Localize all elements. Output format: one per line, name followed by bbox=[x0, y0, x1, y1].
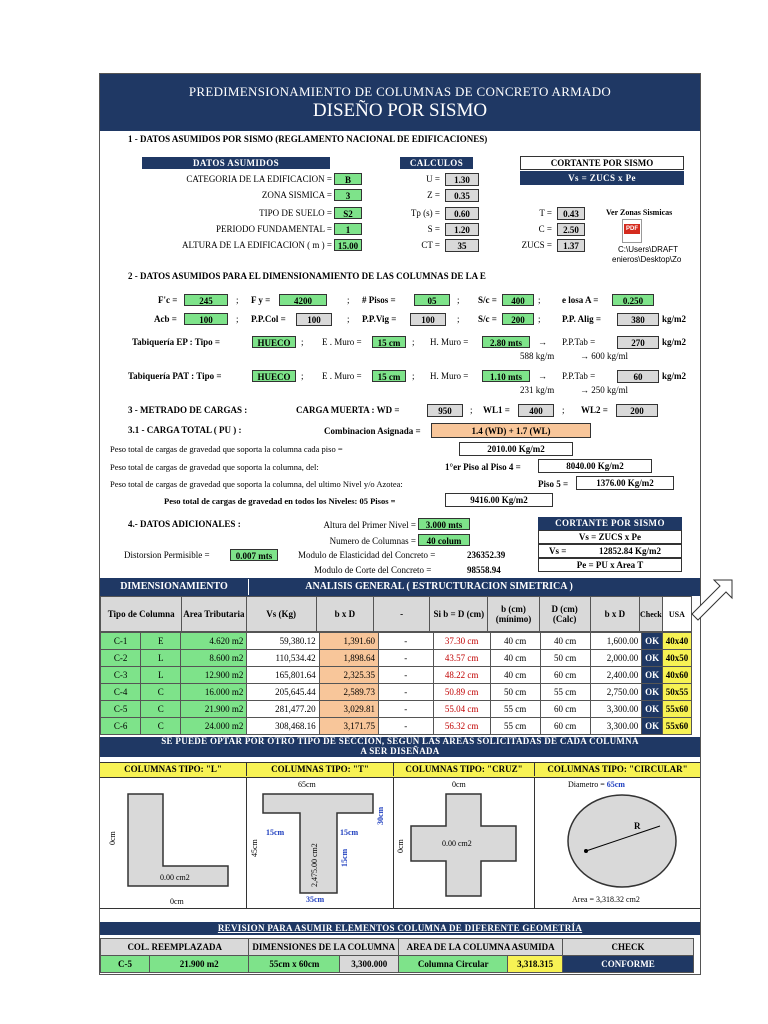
rev-result: CONFORME bbox=[563, 956, 694, 973]
divider bbox=[246, 777, 247, 908]
cell-bd: 3,029.81 bbox=[319, 701, 378, 718]
cell-a: 8.600 m2 bbox=[181, 650, 247, 667]
label-pptab: P.P.Tab = bbox=[562, 337, 596, 347]
label-fc: F'c = bbox=[158, 295, 178, 305]
peso-line2b: 1°er Piso al Piso 4 = bbox=[445, 462, 521, 472]
input-periodo[interactable]: 1 bbox=[334, 223, 362, 235]
title-col-cruz: COLUMNAS TIPO: "CRUZ" bbox=[394, 763, 535, 776]
t-dim-35: 35cm bbox=[306, 895, 325, 904]
th-dimensionamiento: DIMENSIONAMIENTO bbox=[100, 579, 249, 595]
l-dim-bottom: 0cm bbox=[170, 897, 184, 906]
cruz-area: 0.00 cm2 bbox=[442, 839, 472, 848]
cell-a: 12.900 m2 bbox=[181, 667, 247, 684]
revision-title: REVISION PARA ASUMIR ELEMENTOS COLUMNA DE DIFERENTE GEOMETRÍA bbox=[100, 922, 700, 935]
t-dim-left: 45cm bbox=[250, 839, 259, 857]
analysis-table bbox=[100, 596, 692, 632]
label-mod-corte: Modulo de Corte del Concreto = bbox=[314, 565, 432, 575]
cell-t: C bbox=[141, 684, 181, 701]
label-pptab2: P.P.Tab = bbox=[562, 371, 596, 381]
sep: ; bbox=[412, 371, 415, 381]
value-s: 1.20 bbox=[445, 223, 479, 236]
label-combinacion: Combinacion Asignada = bbox=[324, 426, 421, 436]
path-line1: C:\Users\DRAFT bbox=[618, 245, 678, 254]
input-elosa[interactable]: 0.250 bbox=[612, 294, 654, 306]
cell-u: 55x60 bbox=[663, 718, 692, 735]
value-tp: 0.60 bbox=[445, 207, 479, 220]
result-kgml: → 600 kg/ml bbox=[580, 351, 629, 361]
label-ppalig: P.P. Alig = bbox=[562, 314, 601, 324]
section3-title: 3 - METRADO DE CARGAS : bbox=[128, 405, 248, 415]
cell-dc: 60 cm bbox=[540, 718, 590, 735]
cortante2-vs-value: 12852.84 Kg/m2 bbox=[599, 546, 661, 556]
result-kgm: 588 kg/m bbox=[520, 351, 555, 361]
label-emuro: E . Muro = bbox=[322, 337, 362, 347]
cell-d: - bbox=[378, 701, 433, 718]
cell-bd2: 3,300.00 bbox=[590, 718, 642, 735]
sep: ; bbox=[347, 314, 350, 324]
cell-t: C bbox=[141, 718, 181, 735]
th-usar: USA bbox=[662, 597, 691, 632]
sep: ; bbox=[347, 295, 350, 305]
peso-line1: Peso total de cargas de gravedad que soporta la columna cada piso = bbox=[110, 444, 343, 454]
circ-diam-label bbox=[568, 780, 625, 789]
title-col-t: COLUMNAS TIPO: "T" bbox=[247, 763, 394, 776]
header-subtitle: DISEÑO POR SISMO bbox=[312, 100, 488, 121]
cortante-formula: Vs = ZUCS x Pe bbox=[520, 171, 684, 185]
cell-a: 21.900 m2 bbox=[181, 701, 247, 718]
table-row bbox=[101, 667, 692, 684]
label-c: C = bbox=[538, 224, 552, 234]
cell-bd: 2,589.73 bbox=[319, 684, 378, 701]
value-ppalig: 380 bbox=[617, 313, 659, 326]
cell-bd: 3,171.75 bbox=[319, 718, 378, 735]
input-emuro[interactable]: 15 cm bbox=[372, 336, 406, 348]
cell-sb: 56.32 cm bbox=[433, 718, 490, 735]
input-emuro2[interactable]: 15 cm bbox=[372, 370, 406, 382]
cell-c: C-4 bbox=[101, 684, 141, 701]
cell-c: C-3 bbox=[101, 667, 141, 684]
cell-vs: 59,380.12 bbox=[247, 633, 319, 650]
label-ppcol: P.P.Col = bbox=[251, 314, 286, 324]
label-periodo: PERIODO FUNDAMENTAL = bbox=[215, 224, 332, 234]
circ-area: Area = 3,318.32 cm2 bbox=[572, 895, 640, 904]
input-zona[interactable]: 3 bbox=[334, 189, 362, 201]
sep: ; bbox=[412, 337, 415, 347]
label-mod-elast: Modulo de Elasticidad del Concreto = bbox=[298, 550, 436, 560]
table-row bbox=[101, 684, 692, 701]
cell-b: 55 cm bbox=[490, 701, 540, 718]
analysis-body bbox=[100, 632, 692, 735]
value-t: 0.43 bbox=[557, 207, 585, 220]
cell-sb: 48.22 cm bbox=[433, 667, 490, 684]
unit-kgm2: kg/m2 bbox=[662, 337, 687, 347]
label-hmuro: H. Muro = bbox=[430, 337, 469, 347]
circle-shape-drawing bbox=[564, 791, 680, 891]
cell-b: 40 cm bbox=[490, 667, 540, 684]
bar-calculos: CALCULOS bbox=[400, 157, 473, 169]
value-pptab: 270 bbox=[617, 336, 659, 349]
pdf-icon[interactable] bbox=[622, 219, 642, 243]
cell-a: 24.000 m2 bbox=[181, 718, 247, 735]
value-zucs: 1.37 bbox=[557, 239, 585, 252]
cell-d: - bbox=[378, 650, 433, 667]
value-mod-corte: 98558.94 bbox=[467, 565, 501, 575]
input-fy[interactable]: 4200 bbox=[279, 294, 327, 306]
rev-h-check: CHECK bbox=[563, 939, 694, 956]
table-row bbox=[101, 633, 692, 650]
rev-h-col: COL. REEMPLAZADA bbox=[101, 939, 249, 956]
label-wl1: WL1 = bbox=[483, 405, 510, 415]
label-acb: Acb = bbox=[154, 314, 177, 324]
divider bbox=[534, 777, 535, 908]
cell-b: 55 cm bbox=[490, 718, 540, 735]
t-dim-30: 30cm bbox=[376, 806, 385, 825]
input-hmuro2[interactable]: 1.10 mts bbox=[482, 370, 530, 382]
cortante2-formula: Vs = ZUCS x Pe bbox=[538, 530, 682, 544]
t-dim-15b: 15cm bbox=[340, 828, 359, 837]
cruz-dim-top: 0cm bbox=[452, 780, 466, 789]
section2-title: 2 - DATOS ASUMIDOS PARA EL DIMENSIONAMIENTO DE LAS COLUMNAS DE LA E bbox=[128, 271, 486, 281]
peso-line2: Peso total de cargas de gravedad que soporta la columna, del: bbox=[110, 462, 319, 472]
cell-u: 55x60 bbox=[663, 701, 692, 718]
cell-sb: 55.04 cm bbox=[433, 701, 490, 718]
circ-diam-value: 65cm bbox=[606, 780, 625, 789]
cell-c: C-1 bbox=[101, 633, 141, 650]
peso-value1: 2010.00 Kg/m2 bbox=[459, 442, 573, 456]
sep: ; bbox=[538, 314, 541, 324]
label-zucs: ZUCS = bbox=[521, 240, 552, 250]
cell-a: 4.620 m2 bbox=[181, 633, 247, 650]
cell-b: 50 cm bbox=[490, 684, 540, 701]
sep: ; bbox=[236, 314, 239, 324]
cell-bd2: 1,600.00 bbox=[590, 633, 642, 650]
peso-value2: 8040.00 Kg/m2 bbox=[538, 459, 652, 473]
cell-u: 40x60 bbox=[663, 667, 692, 684]
label-carga-muerta: CARGA MUERTA : WD = bbox=[296, 405, 400, 415]
label-zona: ZONA SISMICA = bbox=[261, 190, 332, 200]
peso-value3: 1376.00 Kg/m2 bbox=[576, 476, 674, 490]
input-hmuro[interactable]: 2.80 mts bbox=[482, 336, 530, 348]
label-tabiq-ep: Tabiquería EP : Tipo = bbox=[132, 337, 220, 347]
title-col-l: COLUMNAS TIPO: "L" bbox=[100, 763, 247, 776]
th-bxd2: b x D bbox=[590, 597, 639, 632]
value-wl2: 200 bbox=[616, 404, 658, 417]
label-ppvig: P.P.Vig = bbox=[362, 314, 397, 324]
input-pisos[interactable]: 05 bbox=[414, 294, 450, 306]
value-wl1: 400 bbox=[518, 404, 554, 417]
arrow: → bbox=[538, 337, 547, 347]
value-combinacion[interactable]: 1.4 (WD) + 1.7 (WL) bbox=[431, 423, 591, 438]
cell-ok: OK bbox=[642, 667, 663, 684]
label-ct: CT = bbox=[421, 240, 440, 250]
note-banner bbox=[100, 737, 700, 757]
input-sc[interactable]: 400 bbox=[502, 294, 534, 306]
section1-title: 1 - DATOS ASUMIDOS POR SISMO (REGLAMENTO NACIONAL DE EDIFICACIONES) bbox=[128, 134, 488, 144]
th-bmin: b (cm) (mínimo) bbox=[488, 597, 539, 632]
input-categoria[interactable]: B bbox=[334, 173, 362, 185]
peso-line3: Peso total de cargas de gravedad que soporta la columna, del ultimo Nivel y/o Azotea: bbox=[110, 479, 403, 489]
cell-sb: 50.89 cm bbox=[433, 684, 490, 701]
label-t: T = bbox=[539, 208, 552, 218]
cell-bd: 1,391.60 bbox=[319, 633, 378, 650]
label-suelo: TIPO DE SUELO = bbox=[259, 208, 332, 218]
value-ppcol: 100 bbox=[296, 313, 332, 326]
value-z: 0.35 bbox=[445, 189, 479, 202]
table-row bbox=[101, 718, 692, 735]
sep: ; bbox=[457, 314, 460, 324]
sep: ; bbox=[457, 295, 460, 305]
label-sc: S/c = bbox=[478, 295, 497, 305]
sep: ; bbox=[301, 337, 304, 347]
input-fc[interactable]: 245 bbox=[184, 294, 228, 306]
label-altura-nivel: Altura del Primer Nivel = bbox=[323, 520, 416, 530]
circ-diam-label-text: Diametro = bbox=[568, 780, 605, 789]
cell-ok: OK bbox=[642, 701, 663, 718]
label-s: S = bbox=[427, 224, 440, 234]
cell-dc: 60 cm bbox=[540, 701, 590, 718]
note-line1: SE PUEDE OPTAR POR OTRO TIPO DE SECCION, SEGUN LAS AREAS SOLICITADAS DE CADA COLUMNA bbox=[161, 736, 639, 746]
cell-dc: 40 cm bbox=[540, 633, 590, 650]
th-analisis: ANALISIS GENERAL ( ESTRUCTURACION SIMETRICA ) bbox=[305, 581, 573, 592]
cortante2-vs-row bbox=[538, 544, 682, 558]
shapes-panel bbox=[100, 777, 700, 909]
value-c: 2.50 bbox=[557, 223, 585, 236]
rev-h-dim: DIMENSIONES DE LA COLUMNA bbox=[249, 939, 399, 956]
input-sc2[interactable]: 200 bbox=[502, 313, 534, 325]
cell-bd2: 2,000.00 bbox=[590, 650, 642, 667]
value-wd: 950 bbox=[427, 404, 463, 417]
peso-line4: Peso total de cargas de gravedad en todos los Niveles: 05 Pisos = bbox=[164, 496, 396, 506]
title-col-circular: COLUMNAS TIPO: "CIRCULAR" bbox=[547, 764, 688, 774]
input-tipo-ep[interactable]: HUECO bbox=[252, 336, 296, 348]
input-distorsion[interactable]: 0.007 mts bbox=[230, 549, 278, 561]
unit-kgm2: kg/m2 bbox=[662, 371, 687, 381]
cell-d: - bbox=[378, 718, 433, 735]
label-tabiq-pat: Tabiquería PAT : Tipo = bbox=[128, 371, 222, 381]
input-altura[interactable]: 15.00 bbox=[334, 239, 362, 251]
label-wl2: WL2 = bbox=[581, 405, 608, 415]
input-altura-nivel[interactable]: 3.000 mts bbox=[418, 518, 470, 530]
label-elosa: e losa A = bbox=[562, 295, 599, 305]
sep: ; bbox=[236, 295, 239, 305]
rev-area-asumida: 3,318.315 bbox=[508, 956, 563, 973]
cortante2-vs-label: Vs = bbox=[549, 546, 567, 556]
th-sib: Si b = D (cm) bbox=[430, 597, 488, 632]
rev-col: C-5 bbox=[101, 956, 150, 973]
t-dim-15a: 15cm bbox=[266, 828, 285, 837]
l-dim-side: 0cm bbox=[108, 831, 117, 845]
sep: ; bbox=[301, 371, 304, 381]
value-mod-elast: 236352.39 bbox=[467, 550, 506, 560]
input-tipo-pat[interactable]: HUECO bbox=[252, 370, 296, 382]
cell-d: - bbox=[378, 667, 433, 684]
cell-t: C bbox=[141, 701, 181, 718]
note-line2: A SER DISEÑADA bbox=[360, 745, 440, 756]
cell-bd: 2,325.35 bbox=[319, 667, 378, 684]
th-dcalc: D (cm) (Calc) bbox=[539, 597, 590, 632]
label-u: U = bbox=[426, 174, 440, 184]
header-title: PREDIMENSIONAMIENTO DE COLUMNAS DE CONCRETO ARMADO bbox=[188, 84, 612, 99]
cell-vs: 308,468.16 bbox=[247, 718, 319, 735]
th-bxd: b x D bbox=[316, 597, 373, 632]
th-tipo: Tipo de Columna bbox=[101, 597, 182, 632]
t-dim-15c: 15cm bbox=[340, 848, 349, 867]
cell-t: L bbox=[141, 650, 181, 667]
cell-t: L bbox=[141, 667, 181, 684]
rev-dim: 55cm x 60cm bbox=[249, 956, 340, 973]
cell-u: 50x55 bbox=[663, 684, 692, 701]
cortante2-title: CORTANTE POR SISMO bbox=[538, 517, 682, 530]
cell-u: 40x50 bbox=[663, 650, 692, 667]
cell-ok: OK bbox=[642, 684, 663, 701]
t-area: 2,475.00 cm2 bbox=[310, 843, 319, 887]
cell-bd: 1,898.64 bbox=[319, 650, 378, 667]
result-kgm2: 231 kg/m bbox=[520, 385, 555, 395]
cortante2-pe: Pe = PU x Area T bbox=[538, 558, 682, 572]
cell-vs: 205,645.44 bbox=[247, 684, 319, 701]
th-vs: Vs (Kg) bbox=[246, 597, 316, 632]
unit-kgm2: kg/m2 bbox=[662, 314, 687, 324]
cell-b: 40 cm bbox=[490, 650, 540, 667]
rev-area: 21.900 m2 bbox=[150, 956, 249, 973]
cell-sb: 43.57 cm bbox=[433, 650, 490, 667]
cell-dc: 50 cm bbox=[540, 650, 590, 667]
cruz-dim-side: 0cm bbox=[396, 839, 405, 853]
revision-table bbox=[100, 938, 694, 973]
rev-area-col: 3,300.000 bbox=[340, 956, 399, 973]
table-head-row bbox=[101, 597, 692, 632]
table-row bbox=[101, 650, 692, 667]
cell-dc: 60 cm bbox=[540, 667, 590, 684]
bar-datos-asumidos: DATOS ASUMIDOS bbox=[142, 157, 330, 169]
label-tp: Tp (s) = bbox=[410, 208, 440, 218]
peso-value4: 9416.00 Kg/m2 bbox=[445, 493, 553, 507]
spreadsheet bbox=[99, 73, 701, 975]
label-categoria: CATEGORIA DE LA EDIFICACION = bbox=[186, 174, 332, 184]
th-area: Area Tributaria bbox=[182, 597, 246, 632]
section31-title: 3.1 - CARGA TOTAL ( PU ) : bbox=[128, 425, 242, 435]
ver-zonas-link[interactable]: Ver Zonas Sismicas bbox=[606, 208, 673, 217]
table-row bbox=[101, 701, 692, 718]
input-suelo[interactable]: S2 bbox=[334, 207, 362, 219]
cell-ok: OK bbox=[642, 718, 663, 735]
t-shape-drawing bbox=[260, 791, 380, 901]
sep: ; bbox=[562, 405, 565, 415]
cell-vs: 165,801.64 bbox=[247, 667, 319, 684]
input-num-col[interactable]: 40 colum bbox=[418, 534, 470, 546]
peso-line3b: Piso 5 = bbox=[538, 479, 569, 489]
input-acb[interactable]: 100 bbox=[184, 313, 228, 325]
th-dash: - bbox=[373, 597, 429, 632]
arrow: → bbox=[538, 371, 547, 381]
label-distorsion: Distorsion Permisible = bbox=[124, 550, 210, 560]
label-z: Z = bbox=[427, 190, 440, 200]
cell-c: C-6 bbox=[101, 718, 141, 735]
cell-d: - bbox=[378, 633, 433, 650]
rev-tipo: Columna Circular bbox=[399, 956, 508, 973]
sep: ; bbox=[470, 405, 473, 415]
cell-bd2: 3,300.00 bbox=[590, 701, 642, 718]
l-area: 0.00 cm2 bbox=[160, 873, 190, 882]
label-num-col: Numero de Columnas = bbox=[329, 536, 416, 546]
cell-c: C-5 bbox=[101, 701, 141, 718]
rev-h-area: AREA DE LA COLUMNA ASUMIDA bbox=[399, 939, 563, 956]
label-altura: ALTURA DE LA EDIFICACION ( m ) = bbox=[182, 240, 332, 250]
cell-bd2: 2,400.00 bbox=[590, 667, 642, 684]
path-line2: enieros\Desktop\Zo bbox=[612, 255, 682, 264]
cortante-title: CORTANTE POR SISMO bbox=[520, 156, 684, 170]
usar-arrow bbox=[690, 578, 734, 624]
cell-bd2: 2,750.00 bbox=[590, 684, 642, 701]
cell-b: 40 cm bbox=[490, 633, 540, 650]
th-check: Check bbox=[639, 597, 662, 632]
label-emuro2: E . Muro = bbox=[322, 371, 362, 381]
value-ct: 35 bbox=[445, 239, 479, 252]
value-pptab2: 60 bbox=[617, 370, 659, 383]
sep: ; bbox=[538, 295, 541, 305]
label-sc2: S/c = bbox=[478, 314, 497, 324]
cell-dc: 55 cm bbox=[540, 684, 590, 701]
cell-d: - bbox=[378, 684, 433, 701]
t-dim-top: 65cm bbox=[298, 780, 316, 789]
label-pisos: # Pisos = bbox=[362, 295, 396, 305]
cell-ok: OK bbox=[642, 650, 663, 667]
value-ppvig: 100 bbox=[410, 313, 446, 326]
cell-vs: 110,534.42 bbox=[247, 650, 319, 667]
divider bbox=[393, 777, 394, 908]
cell-t: E bbox=[141, 633, 181, 650]
result-kgml2: → 250 kg/ml bbox=[580, 385, 629, 395]
circ-r: R bbox=[634, 821, 641, 831]
cell-ok: OK bbox=[642, 633, 663, 650]
label-fy: F y = bbox=[251, 295, 271, 305]
value-u: 1.30 bbox=[445, 173, 479, 186]
cell-vs: 281,477.20 bbox=[247, 701, 319, 718]
cell-c: C-2 bbox=[101, 650, 141, 667]
header-banner bbox=[100, 74, 700, 131]
section4-title: 4.- DATOS ADICIONALES : bbox=[128, 519, 241, 529]
cell-u: 40x40 bbox=[663, 633, 692, 650]
pdf-icon-label: PDF bbox=[626, 226, 638, 232]
cell-a: 16.000 m2 bbox=[181, 684, 247, 701]
label-hmuro2: H. Muro = bbox=[430, 371, 469, 381]
cell-sb: 37.30 cm bbox=[433, 633, 490, 650]
